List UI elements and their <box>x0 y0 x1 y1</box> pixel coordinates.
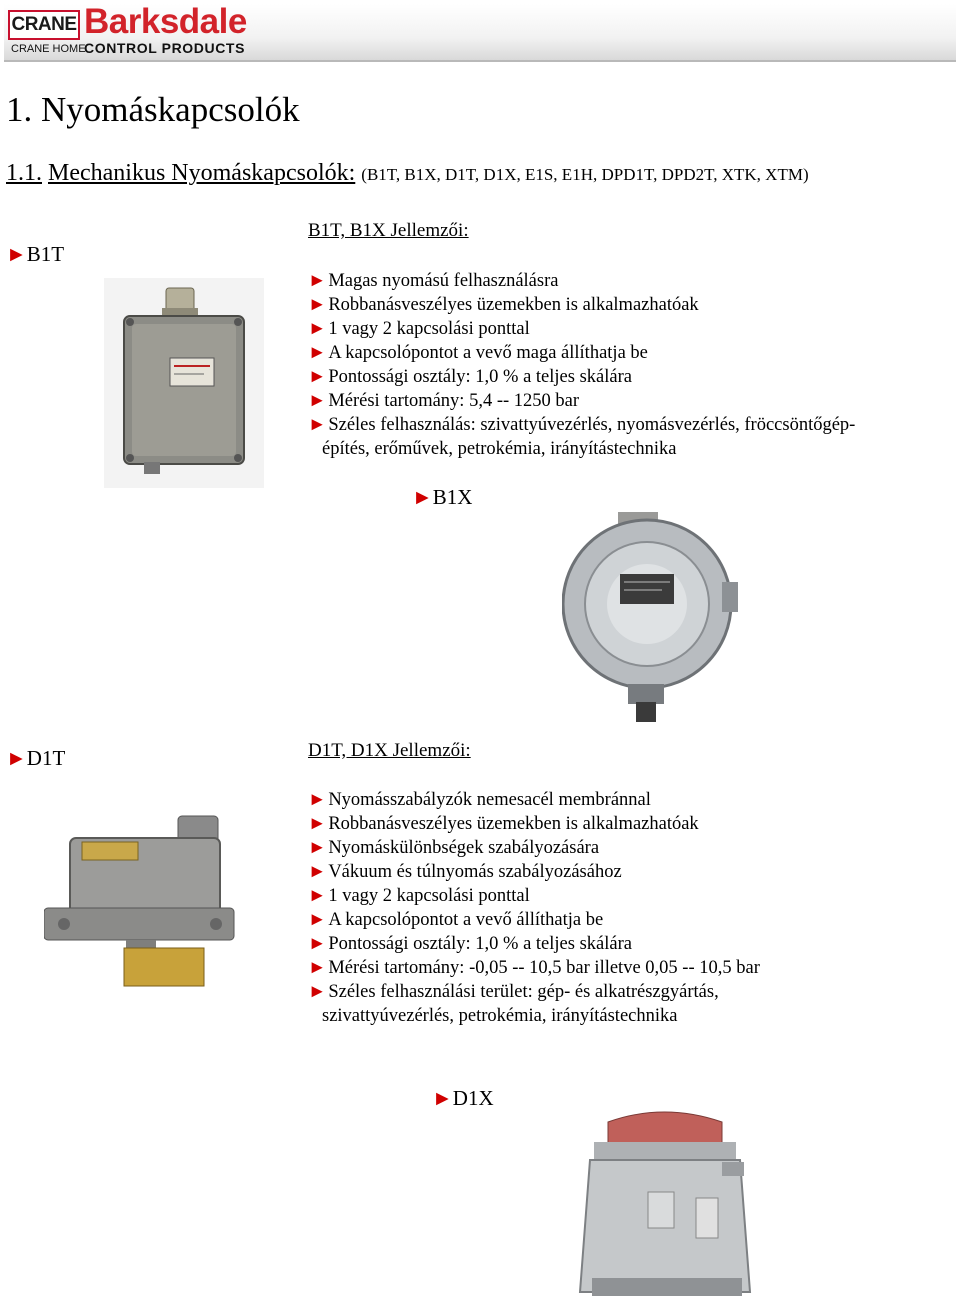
feature-item <box>308 293 855 317</box>
feature-text: Pontossági osztály: 1,0 % a teljes skálára <box>328 367 632 387</box>
logo-control-products: CONTROL PRODUCTS <box>84 40 246 56</box>
d1x-product-image <box>572 1102 758 1306</box>
marker-icon: ► <box>6 746 27 770</box>
feature-text: Mérési tartomány: 5,4 -- 1250 bar <box>328 391 580 411</box>
feature-text: 1 vagy 2 kapcsolási ponttal <box>328 886 530 906</box>
b1t-product-image <box>104 278 264 488</box>
section-models: (B1T, B1X, D1T, D1X, E1S, E1H, DPD1T, DPD2T, XTK, XTM) <box>361 165 809 184</box>
b1t-label: ►B1T <box>6 242 65 266</box>
feature-text: Mérési tartomány: -0,05 -- 10,5 bar illetve 0,05 -- 10,5 bar <box>328 958 760 978</box>
feature-item <box>308 341 855 365</box>
feature-continuation: építés, erőművek, petrokémia, irányítástechnika <box>322 439 677 459</box>
marker-icon: ► <box>308 319 327 339</box>
d1t-features-title: D1T, D1X Jellemzői: <box>308 740 471 761</box>
feature-item <box>308 812 760 836</box>
marker-icon: ► <box>308 343 327 363</box>
marker-icon: ► <box>308 958 327 978</box>
b1t-feature-list <box>308 269 855 461</box>
marker-icon: ► <box>412 485 433 509</box>
marker-icon: ► <box>308 367 327 387</box>
feature-text: Széles felhasználási terület: gép- és alkatrészgyártás, <box>328 982 719 1002</box>
marker-icon: ► <box>308 886 327 906</box>
marker-icon: ► <box>308 862 327 882</box>
section-number: 1.1. <box>6 160 42 186</box>
feature-item <box>308 836 760 860</box>
crane-logo: CRANE <box>8 10 80 40</box>
feature-text: Vákuum és túlnyomás szabályozásához <box>328 862 622 882</box>
feature-text: Magas nyomású felhasználásra <box>328 271 559 291</box>
header-divider <box>4 60 956 62</box>
marker-icon: ► <box>308 790 327 810</box>
marker-icon: ► <box>308 838 327 858</box>
feature-item <box>308 908 760 932</box>
feature-item <box>308 269 855 293</box>
feature-item <box>308 788 760 812</box>
feature-item <box>308 413 855 437</box>
feature-text: Robbanásveszélyes üzemekben is alkalmazhatóak <box>328 814 699 834</box>
feature-text: Nyomásszabályzók nemesacél membránnal <box>328 790 651 810</box>
d1x-label: ►D1X <box>432 1086 494 1110</box>
feature-text: 1 vagy 2 kapcsolási ponttal <box>328 319 530 339</box>
marker-icon: ► <box>308 910 327 930</box>
b1x-product-image <box>562 512 752 724</box>
marker-icon: ► <box>308 415 327 435</box>
marker-icon: ► <box>308 271 327 291</box>
feature-item <box>308 956 760 980</box>
d1t-feature-list <box>308 788 760 1028</box>
feature-item <box>308 317 855 341</box>
feature-item <box>308 389 855 413</box>
feature-item <box>308 932 760 956</box>
feature-text: Széles felhasználás: szivattyúvezérlés, nyomásvezérlés, fröccsöntőgép- <box>328 415 856 435</box>
marker-icon: ► <box>6 242 27 266</box>
marker-icon: ► <box>308 982 327 1002</box>
feature-text: Robbanásveszélyes üzemekben is alkalmazhatóak <box>328 295 699 315</box>
feature-text: Nyomáskülönbségek szabályozására <box>328 838 600 858</box>
b1x-label: ►B1X <box>412 485 473 509</box>
barksdale-logo: Barksdale <box>84 2 247 41</box>
feature-text: Pontossági osztály: 1,0 % a teljes skálára <box>328 934 632 954</box>
feature-item <box>308 884 760 908</box>
d1t-product-image <box>44 812 236 990</box>
feature-text: A kapcsolópontot a vevő állíthatja be <box>328 910 604 930</box>
marker-icon: ► <box>308 814 327 834</box>
marker-icon: ► <box>308 391 327 411</box>
feature-item <box>308 980 760 1004</box>
marker-icon: ► <box>308 295 327 315</box>
feature-continuation: szivattyúvezérlés, petrokémia, irányítástechnika <box>322 1006 678 1026</box>
b1t-features-title: B1T, B1X Jellemzői: <box>308 220 469 241</box>
feature-item <box>308 365 855 389</box>
section-title: Mechanikus Nyomáskapcsolók: <box>48 160 356 186</box>
marker-icon: ► <box>308 934 327 954</box>
feature-text: A kapcsolópontot a vevő maga állíthatja be <box>328 343 648 363</box>
d1t-label: ►D1T <box>6 746 66 770</box>
marker-icon: ► <box>432 1086 453 1110</box>
section-heading <box>6 160 809 187</box>
logo-crane-home: CRANE HOME <box>11 43 86 55</box>
page-title: 1. Nyomáskapcsolók <box>6 90 300 129</box>
feature-item <box>308 860 760 884</box>
